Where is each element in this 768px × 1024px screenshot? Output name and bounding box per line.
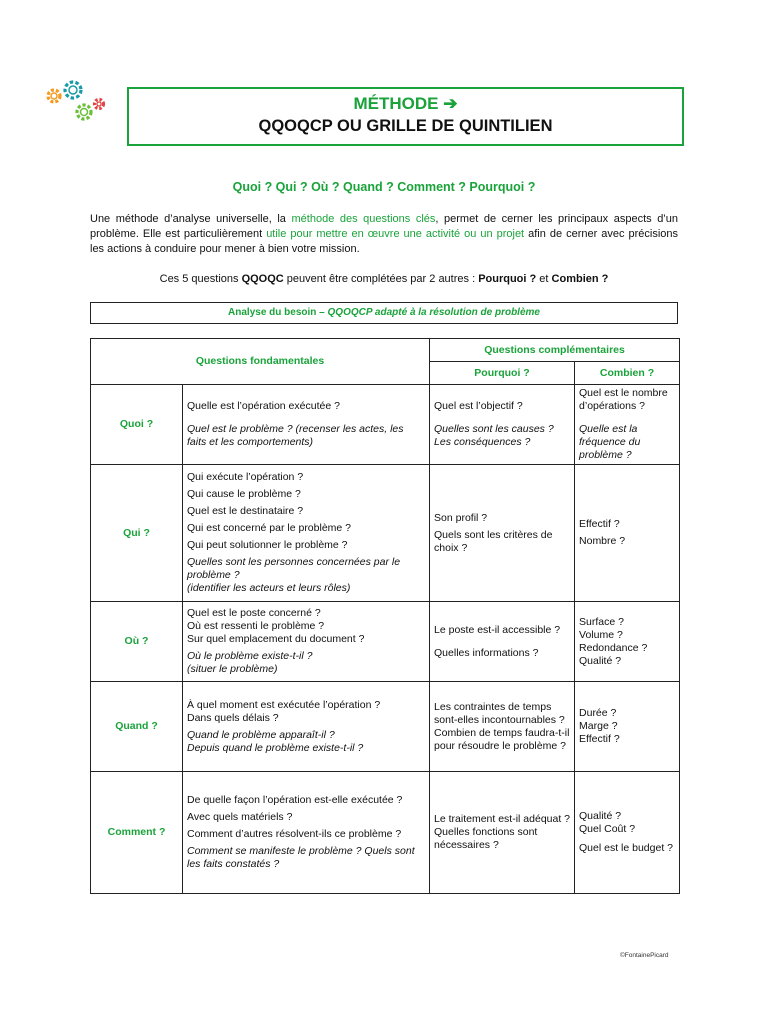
fund-qui-4: Qui est concerné par le problème ?	[187, 522, 352, 534]
howmany-quand-3: Effectif ?	[579, 733, 620, 745]
header-why: Pourquoi ?	[430, 362, 575, 385]
cell-why-ou	[430, 602, 575, 682]
fund-comment-2: Avec quels matériels ?	[187, 811, 293, 823]
fund-quand-3: Quand le problème apparaît-il ?	[187, 728, 335, 741]
why-quand-1: Les contraintes de temps sont-elles incontournables ?	[434, 700, 565, 726]
howmany-quoi-2: Quelle est la fréquence du problème ?	[579, 423, 641, 461]
title-method: MÉTHODE ➔	[353, 94, 458, 113]
howmany-ou-4: Qualité ?	[579, 654, 622, 667]
header-howmany: Combien ?	[575, 362, 680, 385]
line2-text-3: et	[536, 273, 552, 285]
subtitle-questions: Quoi ? Qui ? Où ? Quand ? Comment ? Pourquoi ?	[232, 180, 536, 194]
cell-fund-quand	[183, 682, 430, 772]
table-row	[91, 602, 680, 682]
intro-highlight-1: méthode des questions clés	[291, 213, 436, 225]
header-complementary: Questions complémentaires	[430, 339, 680, 362]
howmany-comment-1: Qualité ?	[579, 810, 622, 822]
why-ou-1: Le poste est-il accessible ?	[434, 623, 561, 636]
gears-logo-icon	[42, 78, 108, 126]
cell-howmany-quand	[575, 682, 680, 772]
why-quoi-3: Les conséquences ?	[434, 436, 531, 448]
line2-text-1: Ces 5 questions	[159, 273, 242, 285]
table-row	[91, 385, 680, 465]
howmany-quand-1: Durée ?	[579, 707, 617, 719]
cell-why-comment	[430, 772, 575, 894]
howmany-ou-2: Volume ?	[579, 628, 623, 641]
why-comment-1: Le traitement est-il adéquat ?	[434, 813, 571, 825]
howmany-quand-2: Marge ?	[579, 720, 618, 732]
howmany-quoi-1: Quel est le nombre d’opérations ?	[579, 387, 668, 412]
fund-qui-7: (identifier les acteurs et leurs rôles)	[187, 582, 351, 594]
fund-comment-3: Comment d’autres résolvent-ils ce problème ?	[187, 828, 402, 840]
row-label-comment: Comment ?	[91, 772, 183, 894]
banner-plain: Analyse du besoin –	[228, 307, 328, 318]
fund-qui-2: Qui cause le problème ?	[187, 488, 301, 500]
howmany-qui-1: Effectif ?	[579, 518, 620, 530]
table-row	[91, 682, 680, 772]
analysis-banner	[90, 302, 678, 324]
complement-line	[90, 273, 678, 285]
fund-quoi-2: Quel est le problème ? (recenser les actes, les faits et les comportements)	[187, 423, 404, 448]
cell-fund-comment	[183, 772, 430, 894]
why-qui-2: Quels sont les critères de choix ?	[434, 528, 553, 554]
fund-quand-4: Depuis quand le problème existe-t-il ?	[187, 741, 364, 754]
howmany-ou-1: Surface ?	[579, 615, 624, 628]
fund-qui-5: Qui peut solutionner le problème ?	[187, 539, 348, 551]
howmany-qui-2: Nombre ?	[579, 535, 626, 547]
why-quoi-2: Quelles sont les causes ?	[434, 423, 554, 435]
table-row	[91, 772, 680, 894]
intro-highlight-2: utile pour mettre en œuvre une activité ou un projet	[266, 228, 525, 240]
howmany-comment-2: Quel Coût ?	[579, 823, 636, 835]
header-fundamental: Questions fondamentales	[91, 339, 430, 385]
cell-why-quoi	[430, 385, 575, 465]
fund-quand-2: Dans quels délais ?	[187, 711, 279, 724]
cell-why-qui	[430, 465, 575, 602]
cell-howmany-comment	[575, 772, 680, 894]
fund-quand-1: À quel moment est exécutée l’opération ?	[187, 698, 381, 711]
intro-text-2: , permet de cerner les principaux aspects d’un problème. Elle est particulièrement	[90, 213, 678, 240]
cell-howmany-ou	[575, 602, 680, 682]
fund-ou-4: Où le problème existe-t-il ?	[187, 650, 313, 662]
why-quoi-1: Quel est l’objectif ?	[434, 400, 523, 412]
why-ou-2: Quelles informations ?	[434, 646, 539, 659]
howmany-ou-3: Redondance ?	[579, 641, 648, 654]
cell-howmany-qui	[575, 465, 680, 602]
fund-ou-3: Sur quel emplacement du document ?	[187, 633, 365, 645]
cell-fund-qui	[183, 465, 430, 602]
intro-paragraph	[90, 212, 678, 257]
line2-bold-1: QQOQC	[241, 273, 284, 285]
cell-why-quand	[430, 682, 575, 772]
row-label-quoi: Quoi ?	[91, 385, 183, 465]
why-comment-2: Quelles fonctions sont nécessaires ?	[434, 826, 538, 851]
fund-qui-6: Quelles sont les personnes concernées par le problème ?	[187, 556, 401, 581]
why-quand-2: Combien de temps faudra-t-il pour résoudre le problème ?	[434, 726, 570, 752]
howmany-comment-3: Quel est le budget ?	[579, 842, 673, 854]
line2-bold-3: Combien ?	[551, 273, 609, 285]
cell-howmany-quoi	[575, 385, 680, 465]
line2-bold-2: Pourquoi ?	[478, 273, 537, 285]
fund-comment-1: De quelle façon l’opération est-elle exécutée ?	[187, 794, 403, 806]
fund-quoi-1: Quelle est l’opération exécutée ?	[187, 400, 340, 412]
why-qui-1: Son profil ?	[434, 511, 488, 524]
cell-fund-ou	[183, 602, 430, 682]
qqoqcp-table	[90, 338, 680, 894]
row-label-quand: Quand ?	[91, 682, 183, 772]
cell-fund-quoi	[183, 385, 430, 465]
row-label-qui: Qui ?	[91, 465, 183, 602]
title-box	[127, 87, 684, 146]
fund-ou-5: (situer le problème)	[187, 663, 278, 675]
line2-text-2: peuvent être complétées par 2 autres :	[283, 273, 479, 285]
row-label-ou: Où ?	[91, 602, 183, 682]
fund-qui-1: Qui exécute l’opération ?	[187, 471, 304, 483]
fund-ou-1: Quel est le poste concerné ?	[187, 607, 321, 619]
fund-qui-3: Quel est le destinataire ?	[187, 505, 304, 517]
copyright-footer: ©FontainePicard	[620, 952, 669, 959]
intro-text-3: afin de cerner avec précisions les actions à conduire pour mener à bien votre mission.	[90, 228, 679, 255]
fund-comment-4: Comment se manifeste le problème ? Quels sont les faits constatés ?	[187, 845, 415, 870]
table-row	[91, 465, 680, 602]
banner-italic: QQOQCP adapté à la résolution de problème	[327, 307, 540, 318]
title-main: QQOQCP OU GRILLE DE QUINTILIEN	[258, 117, 553, 135]
intro-text-1: Une méthode d’analyse universelle, la	[90, 213, 292, 225]
fund-ou-2: Où est ressenti le problème ?	[187, 620, 325, 632]
